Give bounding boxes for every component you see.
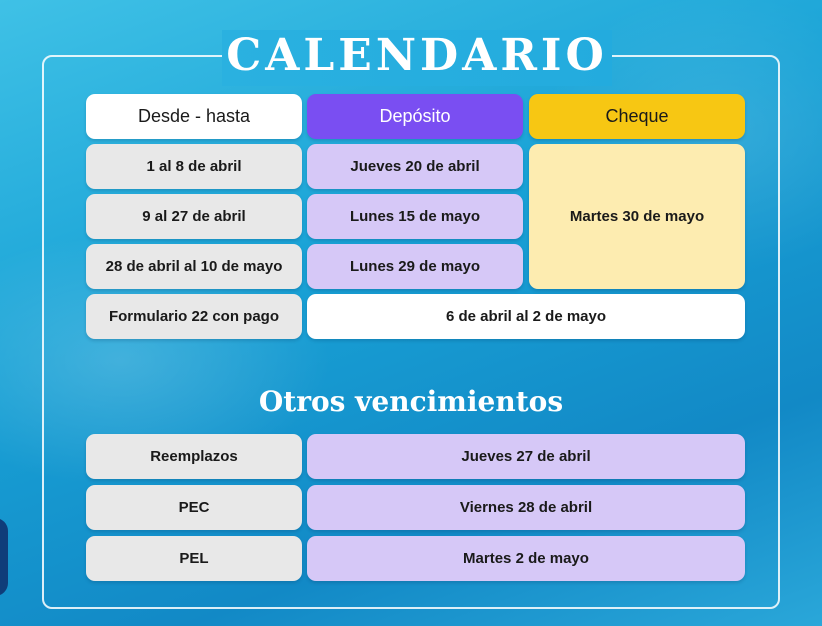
section-title-otros: Otros vencimientos (258, 385, 564, 418)
edge-decoration (0, 518, 8, 596)
header-range: Desde - hasta (86, 94, 302, 139)
header-deposit: Depósito (307, 94, 523, 139)
otros-label: PEL (86, 536, 302, 581)
formulario-label: Formulario 22 con pago (86, 294, 302, 339)
deposit-cell: Lunes 15 de mayo (307, 194, 523, 239)
range-cell: 9 al 27 de abril (86, 194, 302, 239)
range-cell: 1 al 8 de abril (86, 144, 302, 189)
otros-value: Martes 2 de mayo (307, 536, 745, 581)
page-title: CALENDARIO (226, 30, 608, 81)
otros-label: PEC (86, 485, 302, 530)
otros-label: Reemplazos (86, 434, 302, 479)
range-cell: 28 de abril al 10 de mayo (86, 244, 302, 289)
otros-value: Viernes 28 de abril (307, 485, 745, 530)
otros-value: Jueves 27 de abril (307, 434, 745, 479)
deposit-cell: Jueves 20 de abril (307, 144, 523, 189)
cheque-merged-cell: Martes 30 de mayo (529, 144, 745, 289)
deposit-cell: Lunes 29 de mayo (307, 244, 523, 289)
formulario-value: 6 de abril al 2 de mayo (307, 294, 745, 339)
header-cheque: Cheque (529, 94, 745, 139)
